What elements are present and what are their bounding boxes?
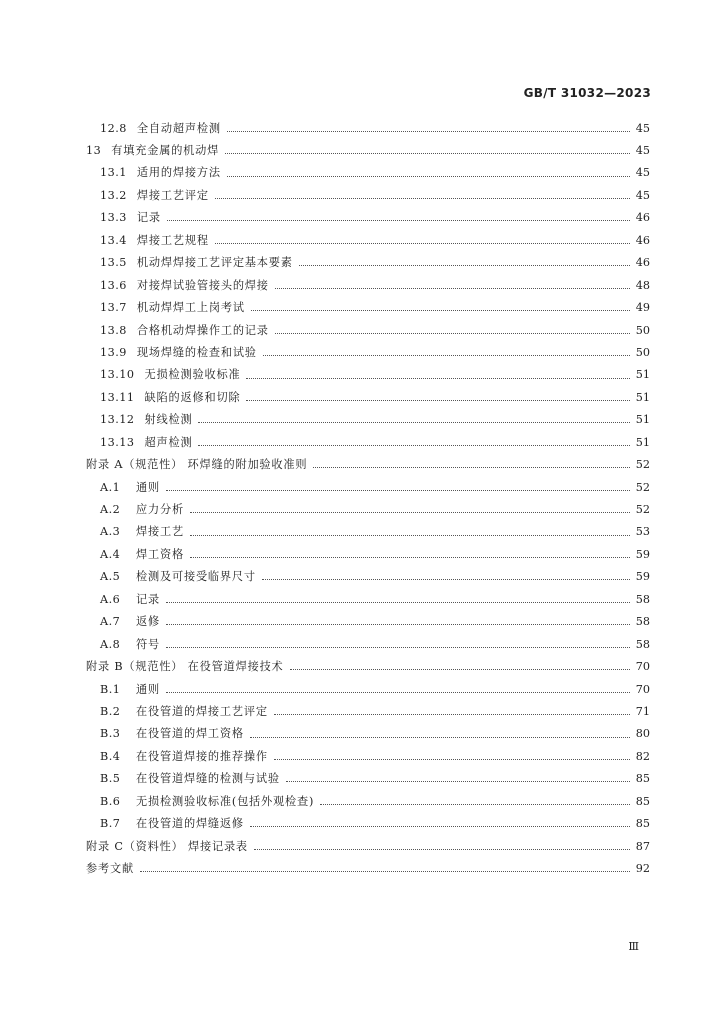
toc-entry[interactable] <box>86 813 650 835</box>
toc-entry-page: 46 <box>635 233 650 247</box>
toc-entry-title: 无损检测验收标准 <box>144 368 241 382</box>
toc-entry-page: 53 <box>635 525 650 539</box>
dot-leader <box>227 131 630 132</box>
toc-entry-number: 13.1 <box>100 166 127 180</box>
toc-entry[interactable] <box>86 341 650 363</box>
dot-leader <box>166 647 630 648</box>
toc-entry[interactable] <box>86 386 650 408</box>
dot-leader <box>263 355 630 356</box>
toc-entry-page: 51 <box>635 368 650 382</box>
dot-leader <box>299 265 630 266</box>
toc-entry-number: A.6 <box>100 592 121 606</box>
toc-entry-title: 无损检测验收标准(包括外观检查) <box>136 794 315 808</box>
toc-entry-page: 52 <box>635 503 650 517</box>
toc-entry-page: 59 <box>635 570 650 584</box>
dot-leader <box>254 849 630 850</box>
dot-leader <box>286 781 630 782</box>
toc-entry-page: 82 <box>635 749 650 763</box>
dot-leader <box>246 378 629 379</box>
toc-entry-number: B.2 <box>100 704 121 718</box>
toc-entry-number: B.4 <box>100 749 121 763</box>
toc-entry-number: 13 <box>86 144 102 158</box>
toc-entry-page: 49 <box>635 301 650 315</box>
toc-entry-page: 92 <box>635 862 650 876</box>
dot-leader <box>166 624 630 625</box>
toc-entry-number: A.7 <box>100 615 121 629</box>
toc-entry-title: 有填充金属的机动焊 <box>111 144 220 158</box>
toc-entry-page: 45 <box>635 144 650 158</box>
dot-leader <box>274 714 630 715</box>
toc-entry-number: 13.11 <box>100 390 135 404</box>
toc-entry-title: 检测及可接受临界尺寸 <box>136 570 256 584</box>
toc-entry-number: 13.4 <box>100 233 127 247</box>
toc-entry[interactable] <box>86 566 650 588</box>
toc-entry-title: 符号 <box>136 637 160 651</box>
toc-entry-page: 50 <box>635 323 650 337</box>
standard-number: GB/T 31032—2023 <box>523 86 651 100</box>
toc-entry-title: 附录 C（资料性） 焊接记录表 <box>86 839 248 853</box>
dot-leader <box>275 288 630 289</box>
toc-entry-title: 现场焊缝的检查和试验 <box>136 345 257 359</box>
dot-leader <box>166 490 630 491</box>
dot-leader <box>198 445 629 446</box>
toc-entry-title: 焊接工艺 <box>136 525 184 539</box>
toc-entry[interactable] <box>86 633 650 655</box>
toc-entry-number: 13.5 <box>100 256 127 270</box>
toc-entry[interactable] <box>86 184 650 206</box>
toc-entry-number: B.6 <box>100 794 121 808</box>
dot-leader <box>190 535 630 536</box>
toc-entry-title: 射线检测 <box>144 413 193 427</box>
toc-entry-number: 13.10 <box>100 368 135 382</box>
toc-entry[interactable] <box>86 431 650 453</box>
toc-entry-page: 80 <box>635 727 650 741</box>
toc-entry[interactable] <box>86 857 650 879</box>
toc-entry-page: 85 <box>635 794 650 808</box>
dot-leader <box>246 400 629 401</box>
toc-entry[interactable] <box>86 768 650 790</box>
toc-entry[interactable] <box>86 229 650 251</box>
toc-entry-number: 13.9 <box>100 345 127 359</box>
toc-entry-page: 59 <box>635 547 650 561</box>
toc-entry[interactable] <box>86 476 650 498</box>
toc-entry-page: 51 <box>635 413 650 427</box>
toc-entry-number: 13.2 <box>100 188 127 202</box>
table-of-contents <box>86 117 650 880</box>
toc-entry[interactable] <box>86 319 650 341</box>
toc-entry[interactable] <box>86 723 650 745</box>
toc-entry[interactable] <box>86 498 650 520</box>
dot-leader <box>275 333 630 334</box>
toc-entry-title: 焊接工艺规程 <box>136 233 209 247</box>
dot-leader <box>227 176 630 177</box>
toc-entry[interactable] <box>86 790 650 812</box>
dot-leader <box>166 602 630 603</box>
toc-entry-number: 13.13 <box>100 435 135 449</box>
toc-entry-page: 87 <box>635 839 650 853</box>
toc-entry-title: 附录 A（规范性） 环焊缝的附加验收准则 <box>86 458 308 472</box>
toc-entry[interactable] <box>86 162 650 184</box>
toc-entry-title: 记录 <box>136 211 161 225</box>
toc-entry-number: 13.3 <box>100 211 127 225</box>
toc-entry[interactable] <box>86 835 650 857</box>
dot-leader <box>166 692 630 693</box>
dot-leader <box>225 153 630 154</box>
toc-entry-title: 记录 <box>136 592 160 606</box>
toc-entry[interactable] <box>86 700 650 722</box>
toc-entry-page: 85 <box>635 772 650 786</box>
toc-entry[interactable] <box>86 364 650 386</box>
toc-entry-number: B.5 <box>100 772 121 786</box>
toc-entry[interactable] <box>86 588 650 610</box>
dot-leader <box>198 422 629 423</box>
toc-entry-title: 在役管道的焊缝返修 <box>136 817 244 831</box>
toc-entry-number: B.1 <box>100 682 121 696</box>
toc-entry-page: 70 <box>635 682 650 696</box>
toc-entry-page: 58 <box>635 592 650 606</box>
toc-entry-page: 46 <box>635 256 650 270</box>
dot-leader <box>313 467 629 468</box>
toc-entry-page: 71 <box>635 704 650 718</box>
dot-leader <box>167 220 630 221</box>
toc-entry-number: 13.6 <box>100 278 127 292</box>
toc-entry-page: 46 <box>635 211 650 225</box>
toc-entry[interactable] <box>86 252 650 274</box>
toc-entry-title: 机动焊焊接工艺评定基本要素 <box>136 256 293 270</box>
toc-entry-page: 51 <box>635 390 650 404</box>
toc-entry-title: 在役管道焊接的推荐操作 <box>136 749 268 763</box>
toc-entry[interactable] <box>86 745 650 767</box>
toc-entry[interactable] <box>86 521 650 543</box>
toc-entry-title: 焊工资格 <box>136 547 184 561</box>
toc-entry-number: B.7 <box>100 817 121 831</box>
toc-entry[interactable] <box>86 543 650 565</box>
toc-entry-page: 45 <box>635 188 650 202</box>
toc-entry[interactable] <box>86 409 650 431</box>
toc-entry-title: 全自动超声检测 <box>136 121 221 135</box>
toc-entry-title: 返修 <box>136 615 160 629</box>
dot-leader <box>215 243 630 244</box>
dot-leader <box>215 198 630 199</box>
toc-entry[interactable] <box>86 297 650 319</box>
dot-leader <box>190 557 630 558</box>
dot-leader <box>190 512 630 513</box>
toc-entry-title: 缺陷的返修和切除 <box>144 390 241 404</box>
toc-entry-page: 70 <box>635 660 650 674</box>
toc-entry-title: 通则 <box>136 480 160 494</box>
toc-entry-page: 45 <box>635 121 650 135</box>
dot-leader <box>320 804 630 805</box>
toc-entry-page: 52 <box>635 480 650 494</box>
toc-entry-title: 应力分析 <box>136 503 184 517</box>
toc-entry[interactable] <box>86 454 650 476</box>
dot-leader <box>250 737 630 738</box>
toc-entry-number: A.5 <box>100 570 121 584</box>
toc-entry-title: 焊接工艺评定 <box>136 188 209 202</box>
toc-entry-number: A.3 <box>100 525 121 539</box>
toc-entry-number: A.2 <box>100 503 121 517</box>
toc-entry-title: 通则 <box>136 682 160 696</box>
toc-entry-page: 58 <box>635 615 650 629</box>
dot-leader <box>250 826 630 827</box>
toc-entry-title: 在役管道的焊接工艺评定 <box>136 704 268 718</box>
toc-entry-title: 在役管道的焊工资格 <box>136 727 244 741</box>
page-number: Ⅲ <box>628 940 639 953</box>
dot-leader <box>251 310 630 311</box>
toc-entry-number: 13.12 <box>100 413 135 427</box>
toc-entry[interactable] <box>86 139 650 161</box>
toc-entry-title: 合格机动焊操作工的记录 <box>136 323 269 337</box>
toc-entry-title: 机动焊焊工上岗考试 <box>136 301 245 315</box>
toc-entry-page: 52 <box>635 458 650 472</box>
toc-entry-number: A.8 <box>100 637 121 651</box>
toc-entry-number: A.4 <box>100 547 121 561</box>
dot-leader <box>262 579 630 580</box>
toc-entry-page: 85 <box>635 817 650 831</box>
toc-entry[interactable] <box>86 611 650 633</box>
toc-entry-title: 超声检测 <box>144 435 193 449</box>
toc-entry[interactable] <box>86 274 650 296</box>
dot-leader <box>290 669 630 670</box>
toc-entry-title: 参考文献 <box>86 862 134 876</box>
toc-entry-page: 45 <box>635 166 650 180</box>
toc-entry-page: 50 <box>635 345 650 359</box>
toc-entry-page: 48 <box>635 278 650 292</box>
toc-entry[interactable] <box>86 207 650 229</box>
toc-entry[interactable] <box>86 656 650 678</box>
toc-entry-number: 13.8 <box>100 323 127 337</box>
toc-entry-number: A.1 <box>100 480 121 494</box>
dot-leader <box>140 871 630 872</box>
dot-leader <box>274 759 630 760</box>
toc-entry-number: B.3 <box>100 727 121 741</box>
toc-entry-title: 适用的焊接方法 <box>136 166 221 180</box>
toc-entry[interactable] <box>86 678 650 700</box>
toc-entry-page: 51 <box>635 435 650 449</box>
toc-entry-title: 附录 B（规范性） 在役管道焊接技术 <box>86 660 284 674</box>
toc-entry[interactable] <box>86 117 650 139</box>
toc-entry-page: 58 <box>635 637 650 651</box>
toc-entry-number: 13.7 <box>100 301 127 315</box>
toc-entry-title: 在役管道焊缝的检测与试验 <box>136 772 280 786</box>
toc-entry-number: 12.8 <box>100 121 127 135</box>
toc-entry-title: 对接焊试验管接头的焊接 <box>136 278 269 292</box>
